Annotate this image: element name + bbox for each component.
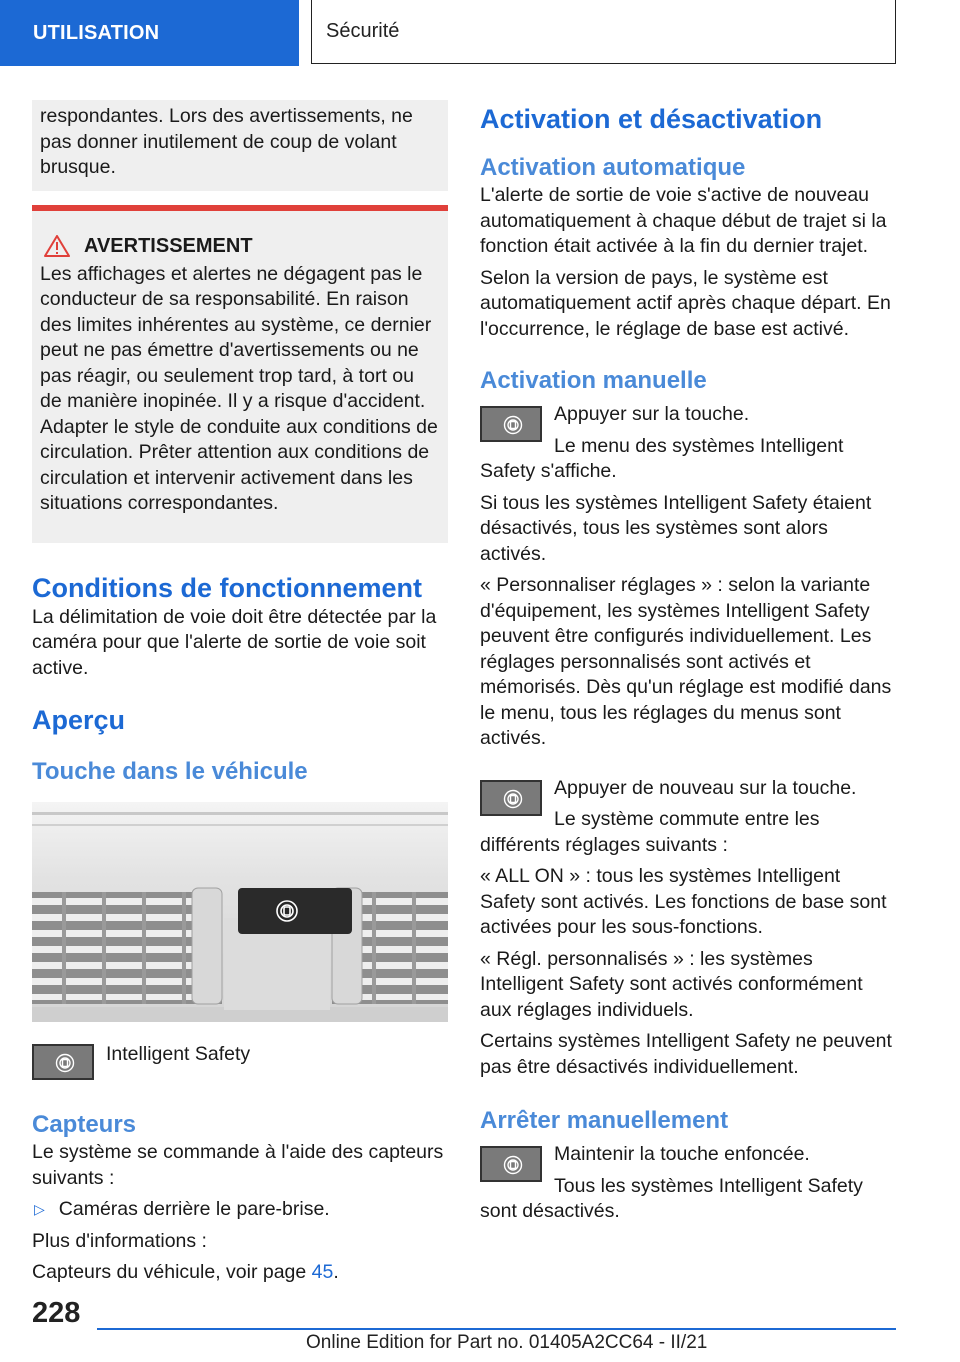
subsection-title: Sécurité bbox=[311, 0, 896, 64]
page-number: 228 bbox=[32, 1297, 81, 1329]
left-column bbox=[32, 100, 448, 1286]
manual-key2-instruction: Appuyer de nouveau sur la touche. bbox=[554, 776, 857, 799]
auto-activation-p1: L'alerte de sortie de voie s'active de nouveau automatiquement à chaque début de trajet si la fonction était activée à la fin du dernier trajet. bbox=[480, 184, 887, 257]
footer-divider bbox=[97, 1328, 896, 1330]
stop-manual-heading: Arrêter manuellement bbox=[480, 1107, 729, 1134]
key-intelligent-safety-row bbox=[32, 1042, 448, 1080]
manual-key-row-1 bbox=[480, 402, 896, 485]
page-reference-end: . bbox=[333, 1261, 339, 1283]
capteurs-text: Le système se commande à l'aide des capteurs suivants : bbox=[32, 1141, 444, 1189]
key-caption: Intelligent Safety bbox=[106, 1043, 251, 1065]
warning-box bbox=[32, 205, 448, 543]
capteurs-heading: Capteurs bbox=[32, 1111, 137, 1138]
manual-key-instruction: Appuyer sur la touche. bbox=[554, 403, 750, 425]
warning-title-text: AVERTISSEMENT bbox=[84, 234, 253, 257]
auto-activation-p2: Selon la version de pays, le système est automatiquement actif après chaque départ. En l'occurrence, le réglage de base est activé. bbox=[480, 266, 891, 340]
list-item bbox=[32, 1197, 448, 1223]
stop-key-row bbox=[480, 1142, 896, 1225]
manual-p2: « Personnaliser réglages » : selon la variante d'équipement, les systèmes Intelligent Safety peuvent être configurés individuellement. Les réglages personnalisés sont activés et mémorisés. Dès qu'un réglage est modifié dans le menu, tous les réglages du menus sont activés. bbox=[480, 574, 892, 749]
page-header bbox=[0, 0, 960, 66]
intelligent-safety-key-icon bbox=[480, 780, 542, 816]
touche-heading: Touche dans le véhicule bbox=[32, 758, 308, 785]
page-reference bbox=[32, 1260, 448, 1286]
activation-heading: Activation et désactivation bbox=[480, 104, 823, 134]
manual-key-row-2 bbox=[480, 776, 896, 859]
intelligent-safety-key-icon bbox=[480, 406, 542, 442]
apercu-heading: Aperçu bbox=[32, 705, 126, 735]
manual-key-result: Le menu des systèmes Intelligent Safety s'affiche. bbox=[480, 434, 844, 482]
warning-continuation bbox=[32, 100, 448, 191]
intelligent-safety-key-icon bbox=[32, 1044, 94, 1080]
manual-key2-result: Le système commute entre les différents réglages suivants : bbox=[480, 808, 820, 856]
continuation-text: respondantes. Lors des avertissements, ne pas donner inutilement de coup de volant brusque. bbox=[40, 105, 413, 178]
warning-title bbox=[40, 233, 440, 259]
intelligent-safety-key-icon bbox=[480, 1146, 542, 1182]
right-column bbox=[480, 100, 896, 1225]
bullet-triangle-icon: ▷ bbox=[34, 1201, 45, 1217]
more-info-text: Plus d'informations : bbox=[32, 1229, 207, 1252]
page-reference-link[interactable]: 45 bbox=[311, 1261, 334, 1283]
dashboard-photo bbox=[32, 802, 448, 1022]
conditions-text: La délimitation de voie doit être détectée par la caméra pour que l'alerte de sortie de voie soit active. bbox=[32, 605, 437, 679]
stop-key-instruction: Maintenir la touche enfoncée. bbox=[554, 1143, 810, 1165]
stop-key-result: Tous les systèmes Intelligent Safety sont désactivés. bbox=[480, 1174, 863, 1222]
page-reference-text: Capteurs du véhicule, voir page bbox=[32, 1261, 312, 1283]
manual-p4: « Régl. personnalisés » : les systèmes Intelligent Safety sont activés conformément aux réglages individuels. bbox=[480, 947, 863, 1021]
bullet-text: Caméras derrière le pare-brise. bbox=[58, 1198, 330, 1220]
warning-triangle-icon bbox=[44, 235, 70, 257]
manual-p5: Certains systèmes Intelligent Safety ne peuvent pas être désactivés individuellement. bbox=[480, 1030, 892, 1078]
warning-text: Les affichages et alertes ne dégagent pas le conducteur de sa responsabilité. En raison des limites inhérentes au système, ce dernier peut ne pas émettre d'avertissements ou ne pas réagir, ou seulement trop tard, à tort ou de manière inopinée. Il y a risque d'accident. Adapter le style de conduite aux conditions de circulation. Prêter attention aux conditions de circulation et intervenir activement dans les situations correspondantes. bbox=[40, 262, 438, 514]
manual-p1: Si tous les systèmes Intelligent Safety étaient désactivés, tous les systèmes sont alors activés. bbox=[480, 491, 872, 565]
manual-activation-heading: Activation manuelle bbox=[480, 367, 707, 394]
auto-activation-heading: Activation automatique bbox=[480, 154, 746, 181]
conditions-heading: Conditions de fonctionnement bbox=[32, 572, 422, 603]
footer-edition: Online Edition for Part no. 01405A2CC64 - II/21 bbox=[306, 1332, 708, 1353]
section-tab: UTILISATION bbox=[0, 0, 299, 66]
manual-p3: « ALL ON » : tous les systèmes Intelligent Safety sont activés. Les fonctions de base sont activées pour les sous-fonctions. bbox=[480, 865, 887, 938]
